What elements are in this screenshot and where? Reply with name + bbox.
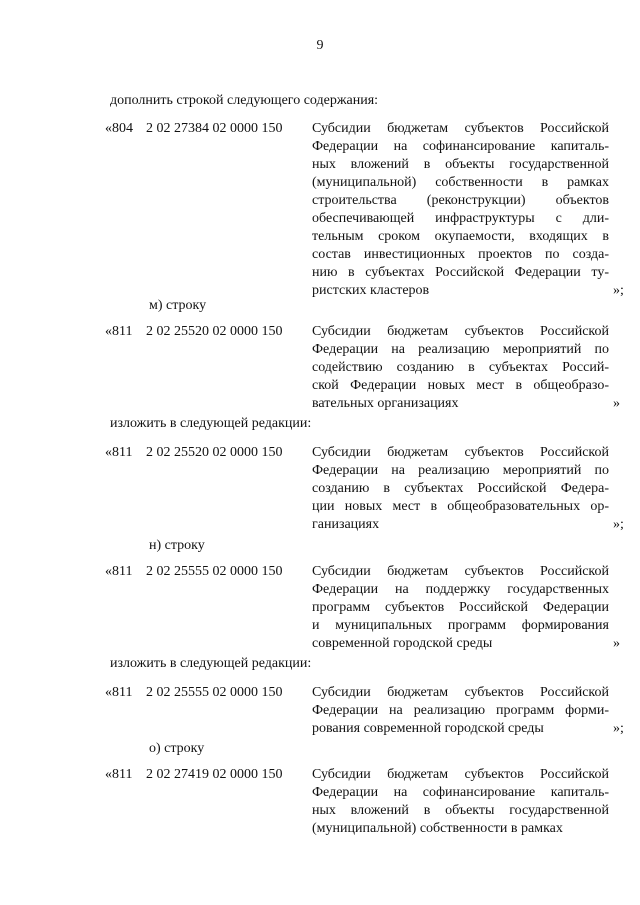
row-kbk-code: 2 02 27384 02 0000 150	[146, 121, 283, 136]
paragraph-item-o: о) строку	[149, 741, 205, 756]
paragraph-edit-2: изложить в следующей редакции:	[110, 656, 312, 671]
row-kbk-code: 2 02 25555 02 0000 150	[146, 564, 283, 579]
description-line: тельным сроком окупаемости, входящих в	[312, 229, 609, 244]
description-line: (муниципальной) собственности в рамках	[312, 175, 609, 190]
row-code: «811	[105, 685, 133, 700]
row-code: «804	[105, 121, 133, 136]
row-code: «811	[105, 445, 133, 460]
row-closing-quote: »	[613, 396, 620, 411]
description-line: строительства (реконструкции) объектов	[312, 193, 609, 208]
row-kbk-code: 2 02 25520 02 0000 150	[146, 324, 283, 339]
row-closing-quote: »	[613, 636, 620, 651]
description-line: обеспечивающей инфраструктуры с дли-	[312, 211, 609, 226]
row-kbk-code: 2 02 25555 02 0000 150	[146, 685, 283, 700]
row-kbk-code: 2 02 25520 02 0000 150	[146, 445, 283, 460]
row-closing-quote: »;	[613, 283, 624, 298]
description-line: Субсидии бюджетам субъектов Российской	[312, 121, 609, 136]
description-line: современной городской среды	[312, 636, 493, 651]
description-line: (муниципальной) собственности в рамках	[312, 821, 563, 836]
description-line: ции новых мест в общеобразовательных ор-	[312, 499, 609, 514]
row-closing-quote: »;	[613, 517, 624, 532]
page-number: 9	[316, 38, 324, 53]
description-line: Субсидии бюджетам субъектов Российской	[312, 324, 609, 339]
description-line: рования современной городской среды	[312, 721, 544, 736]
description-line: Федерации на софинансирование капиталь-	[312, 785, 609, 800]
description-line: Федерации на софинансирование капиталь-	[312, 139, 609, 154]
row-description	[312, 444, 609, 534]
row-description	[312, 684, 609, 738]
description-line: созданию в субъектах Российской Федера-	[312, 481, 609, 496]
description-line: Федерации на реализацию мероприятий по	[312, 342, 609, 357]
row-code: «811	[105, 324, 133, 339]
paragraph-add-line: дополнить строкой следующего содержания:	[110, 93, 379, 108]
description-line: и муниципальных программ формирования	[312, 618, 609, 633]
row-description	[312, 323, 609, 413]
row-code: «811	[105, 767, 133, 782]
paragraph-item-n: н) строку	[149, 538, 205, 553]
row-closing-quote: »;	[613, 721, 624, 736]
paragraph-item-m: м) строку	[149, 298, 207, 313]
row-description	[312, 766, 609, 838]
description-line: ской Федерации новых мест в общеобразо-	[312, 378, 609, 393]
description-line: Федерации на поддержку государственных	[312, 582, 609, 597]
description-line: ристских кластеров	[312, 283, 430, 298]
description-line: нию в субъектах Российской Федерации ту-	[312, 265, 609, 280]
description-line: программ субъектов Российской Федерации	[312, 600, 609, 615]
description-line: ганизациях	[312, 517, 380, 532]
description-line: ных вложений в объекты государственной	[312, 157, 609, 172]
paragraph-edit-1: изложить в следующей редакции:	[110, 416, 312, 431]
description-line: Субсидии бюджетам субъектов Российской	[312, 767, 609, 782]
description-line: Федерации на реализацию программ форми-	[312, 703, 609, 718]
description-line: Субсидии бюджетам субъектов Российской	[312, 685, 609, 700]
description-line: содействию созданию в субъектах Россий-	[312, 360, 609, 375]
row-code: «811	[105, 564, 133, 579]
description-line: ных вложений в объекты государственной	[312, 803, 609, 818]
description-line: Субсидии бюджетам субъектов Российской	[312, 445, 609, 460]
description-line: состав инвестиционных проектов по созда-	[312, 247, 609, 262]
description-line: вательных организациях	[312, 396, 459, 411]
description-line: Субсидии бюджетам субъектов Российской	[312, 564, 609, 579]
row-description	[312, 563, 609, 653]
description-line: Федерации на реализацию мероприятий по	[312, 463, 609, 478]
row-kbk-code: 2 02 27419 02 0000 150	[146, 767, 283, 782]
row-description	[312, 120, 609, 300]
